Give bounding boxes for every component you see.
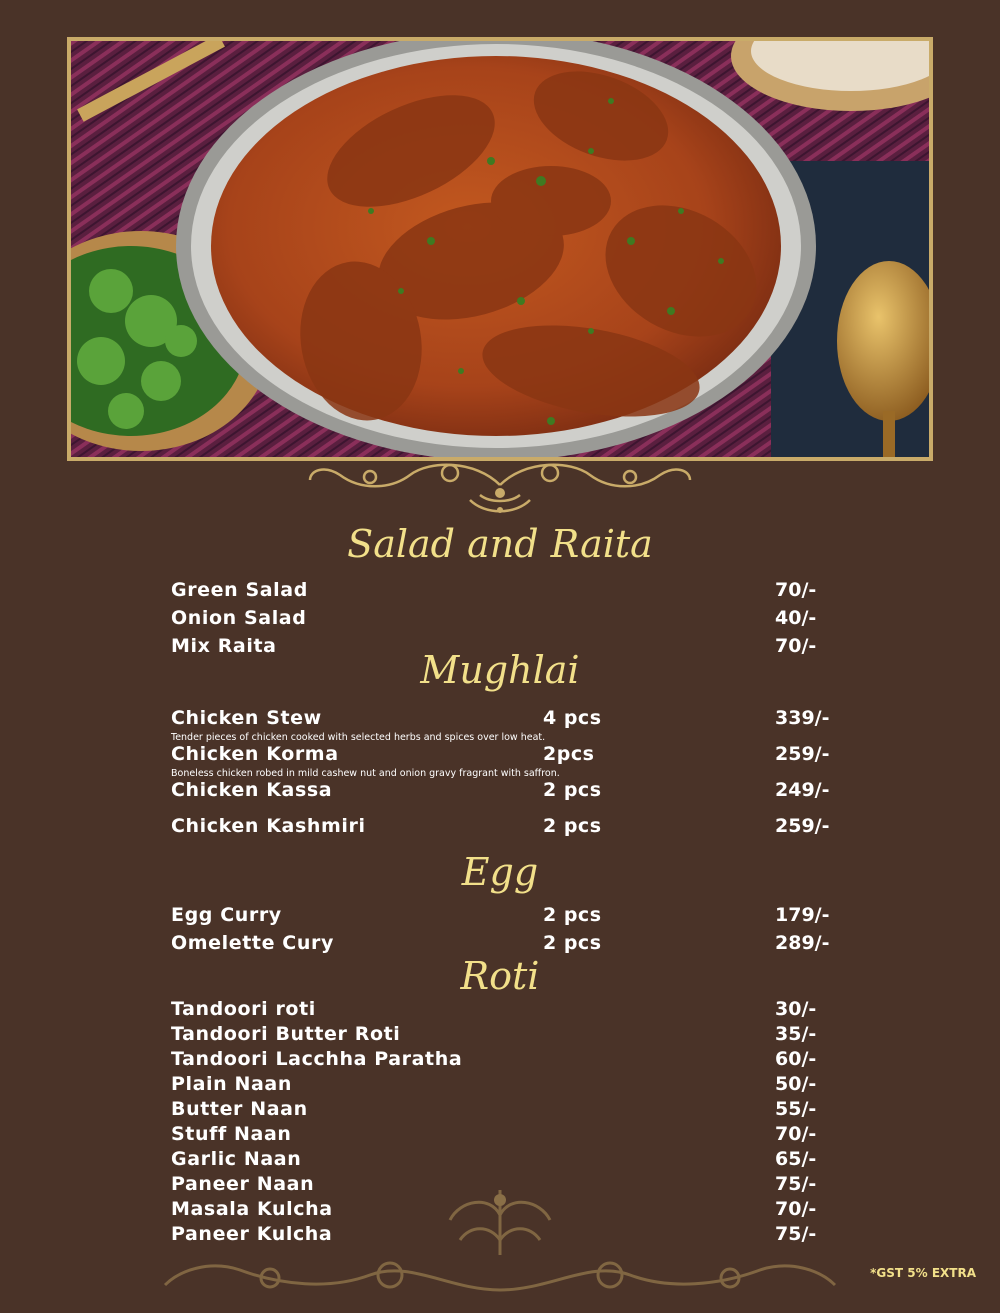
item-name: Butter Naan	[171, 1098, 308, 1120]
chicken-curry-illustration	[71, 41, 929, 457]
item-price: 50/-	[775, 1073, 817, 1095]
item-description: Tender pieces of chicken cooked with selected herbs and spices over low heat.	[171, 732, 546, 743]
item-name: Onion Salad	[171, 607, 307, 629]
menu-item	[0, 742, 1000, 766]
item-name: Tandoori Lacchha Paratha	[171, 1048, 463, 1070]
item-price: 70/-	[775, 1198, 817, 1220]
item-price: 259/-	[775, 815, 830, 837]
menu-item	[0, 903, 1000, 927]
item-quantity: 2 pcs	[543, 815, 602, 837]
section-title-egg: Egg	[461, 850, 539, 894]
bottom-flourish-ornament	[150, 1180, 850, 1305]
item-name: Tandoori roti	[171, 998, 316, 1020]
item-name: Chicken Korma	[171, 743, 339, 765]
menu-item	[0, 606, 1000, 630]
gst-note: *GST 5% EXTRA	[870, 1266, 976, 1280]
item-price: 30/-	[775, 998, 817, 1020]
menu-item	[0, 1072, 1000, 1096]
item-price: 35/-	[775, 1023, 817, 1045]
item-name: Plain Naan	[171, 1073, 292, 1095]
item-name: Garlic Naan	[171, 1148, 302, 1170]
menu-item	[0, 997, 1000, 1021]
item-quantity: 2 pcs	[543, 932, 602, 954]
section-title-roti: Roti	[460, 954, 540, 998]
item-name: Egg Curry	[171, 904, 282, 926]
item-name: Green Salad	[171, 579, 308, 601]
item-price: 289/-	[775, 932, 830, 954]
item-quantity: 2 pcs	[543, 779, 602, 801]
item-name: Mix Raita	[171, 635, 277, 657]
item-name: Chicken Stew	[171, 707, 322, 729]
menu-item	[0, 578, 1000, 602]
item-name: Chicken Kassa	[171, 779, 333, 801]
item-price: 40/-	[775, 607, 817, 629]
menu-item	[0, 706, 1000, 730]
menu-item	[0, 1147, 1000, 1171]
item-price: 55/-	[775, 1098, 817, 1120]
item-price: 70/-	[775, 1123, 817, 1145]
item-quantity: 2 pcs	[543, 904, 602, 926]
item-price: 259/-	[775, 743, 830, 765]
section-title-salad: Salad and Raita	[347, 522, 653, 566]
hero-image	[67, 37, 933, 461]
menu-item	[0, 1022, 1000, 1046]
item-price: 75/-	[775, 1173, 817, 1195]
item-description: Boneless chicken robed in mild cashew nut and onion gravy fragrant with saffron.	[171, 768, 560, 779]
top-flourish-ornament	[300, 455, 700, 525]
item-name: Chicken Kashmiri	[171, 815, 366, 837]
item-price: 60/-	[775, 1048, 817, 1070]
item-quantity: 2pcs	[543, 743, 595, 765]
item-price: 179/-	[775, 904, 830, 926]
menu-item	[0, 931, 1000, 955]
item-name: Paneer Naan	[171, 1173, 315, 1195]
item-name: Tandoori Butter Roti	[171, 1023, 401, 1045]
section-title-mughlai: Mughlai	[420, 648, 580, 692]
menu-item	[0, 778, 1000, 802]
item-name: Stuff Naan	[171, 1123, 292, 1145]
menu-item	[0, 814, 1000, 838]
item-price: 65/-	[775, 1148, 817, 1170]
menu-item	[0, 1047, 1000, 1071]
item-price: 75/-	[775, 1223, 817, 1245]
item-name: Omelette Cury	[171, 932, 334, 954]
item-price: 70/-	[775, 635, 817, 657]
item-name: Masala Kulcha	[171, 1198, 333, 1220]
item-name: Paneer Kulcha	[171, 1223, 333, 1245]
item-price: 339/-	[775, 707, 830, 729]
item-price: 249/-	[775, 779, 830, 801]
menu-item	[0, 1097, 1000, 1121]
menu-item	[0, 1122, 1000, 1146]
item-quantity: 4 pcs	[543, 707, 602, 729]
item-price: 70/-	[775, 579, 817, 601]
